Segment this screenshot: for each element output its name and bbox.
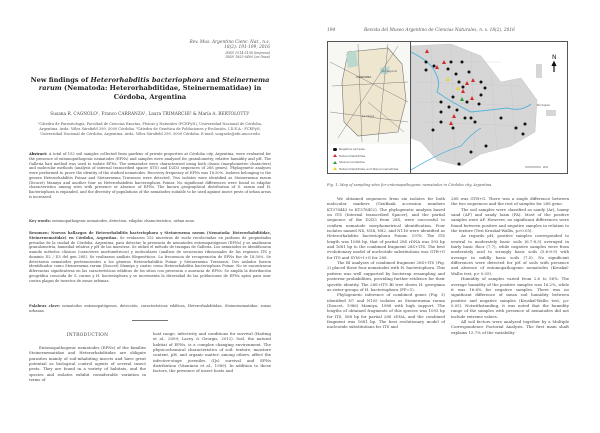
palabras-clave-label: Palabras clave: (29, 304, 61, 308)
palabras-clave-text: nematodos entomopatógenos, detección, características edáficas, Heterorhabditidae, Steinernematidae, zonas urbanas. (29, 304, 271, 313)
abstract-text: A total of 152 soil samples collected from gardens of private properties at Córdoba city, Argentina, were evaluated for the presence of entomopathogenic nematodes (EPNs) and samples were analyzed for granulometry, relative humidity and pH. The Galleria bait method was used to isolate EPNs. The nematodes were characterized using both classic (morphometric characters) and molecular methods (analysis of internal transcribed spacer (ITS) and D2D3 sequences of 28S genes). Phylogenetic analyses were performed to prove the identity of the studied nematodes. Recovery frequency of EPNs was 18.50%. Isolates belonging to the genera Heterorhabditis Poinar and Steinernema Travassos were detected. Two isolates were identified as Steinernema rarum (Doucet) Mamiya and another four as Heterorhabditis bacteriophora Poinar. No significant differences were found in edaphic characteristics among sites with presence or absence of EPNs. The known geographical distribution of S. rarum and H. bacteriophora is expanded, and the diversity of populations of the nematodes suitable to be used against insect pests of urban areas is increased. (29, 152, 271, 199)
legend-label: Negative samples (339, 147, 365, 152)
svg-text:2km: 2km (543, 166, 549, 169)
inset-map-graphic (328, 42, 410, 144)
title-text: (Nematoda: Heterorhabditidae, Steinernematidae) in Córdoba, Argentina (61, 84, 262, 101)
issn-print: ISSN 1514-5158 (impresa) (225, 50, 270, 55)
paragraph: We obtained sequences from six isolates for both molecular markers (GenBank accession numbers KT378443 to KT378452). The phylogenetic analysis based on ITS (Internal transcribed Spacer), and the partial sequence of the D2D3 from 28S, were successful to confirm nematode morphometrical identification. Four isolates named N4, N54, N82, and N116 were identified as Heterorhabditis bacteriophora Poinar, 1976. The ITS length was 1088 bp, that of partial 28S rDNA was 593 bp and 1681 bp to the combined fragment 28S+ITS. The best evolutionary model of nucleotide substitutions was GTR+G for ITS and SYM+I+G for 28S. (327, 196, 445, 260)
legend-item-both (331, 166, 409, 173)
right-page (300, 0, 600, 433)
paragraph: Phylogenetic inference of combined genes (Fig. 3) identified N7 and N105 isolates as Steinernema rarum (Doucet, 1986) Mamiya, 1988 with high support. The lengths of obtained fragments of this species was 1093 bp for ITS, 588 bp for partial 28S rDNA, and the combined fragment was 1681 bp. The best evolutionary model of nucleotide substitutions for ITS and (327, 292, 445, 330)
journal-ref-line2: 18(2): 191-199, 2016 (224, 45, 270, 51)
introduction-column-2: host range, infectivity and conditions for survival (Hatting et al., 2009; Lacey & Georgis, 2012). Soil, the natural habitat of EPNs, is a complex changing environment. The physicochemical characteristics of soil: texture, moisture content, pH, and organic matter; among others, affect the infective-stage juveniles (IJs) survival and EPNs distribution (Vänninen et al., 1989). In addition to these factors, the presence of insect hosts and (153, 331, 271, 374)
svg-text:CÓRDOBA: CÓRDOBA (356, 75, 372, 79)
paragraph: Humidity of samples varied from 2.6 to 56%. The average humidity of the positive samples was 16.2%, while it was 16.6% for negative samples. There was no significant difference of mean soil humidity between positive and negative samples (Kruskal-Wallis test, p> 0.05). Notwithstanding, it was noted that the humidity range of the samples with presence of nematodes did not include extreme values. (451, 276, 569, 319)
title-species-1: Heterorhabditis bacteriophora (90, 76, 204, 84)
figure-inset-panel (328, 42, 411, 173)
palabras-clave (29, 304, 271, 314)
issn-online: ISSN 1853-0400 (en línea) (225, 55, 270, 60)
body-column-1 (327, 196, 445, 330)
city-map-graphic (411, 42, 567, 173)
red-triangle-icon (333, 154, 337, 157)
keywords (29, 219, 271, 223)
introduction-heading: INTRODUCTION (66, 333, 109, 338)
running-title: Revista del Museo Argentino de Ciencias Naturales, n. s. 18(2), 2016 (364, 28, 515, 33)
section-divider (132, 320, 168, 321)
body-column-2 (451, 196, 569, 335)
resumen-text: Se evaluaron 152 muestras de suelo recolectadas en jardines de propiedades privadas de la ciudad de Córdoba, Argentina, para detectar la presencia de nematodes entomopatógenos (EPNs) y se analizaron granulometría, humedad relativa y pH de las muestras. Se utilizó el método de trampas de Galleria. Los nematodes se identificaron usando métodos clásicos (caracteres morfométricos) y moleculares (análisis de secuencias ribosomales de las regiones ITS y dominio D2 / D3 del gen 28S). Se realizaron análisis filogenéticos. La frecuencia de recuperación de EPNs fue de 18,50%. Se detectaron nematodes pertenecientes a los géneros Heterorhabditis Poinar y Steinernema Travassos. Dos aislados fueron identificados como Steinernema rarum (Doucet) Mamiya y cuatro como Heterorhabditis bacteriophora Poinar. No se encontraron diferencias significativas en las características edáficas de los sitios con presencia o ausencia de EPNs. Se amplía la distribución geográfica conocida de S. rarum y H. bacteriophora y se incrementa la diversidad de las poblaciones de EPNs aptos para usar contra plagas de insectos de zonas urbanas. (29, 235, 271, 283)
legend-label: Steinernematidae (339, 160, 365, 165)
page-number: 194 (327, 28, 336, 33)
title-species-2: Steinernema rarum (38, 76, 270, 93)
paragraph: The BI analyses of combined fragment 28S+ITS (Fig. 2) placed these four nematodes with H. bacteriophora. This pattern was well supported by bootstrap resampling and posterior probabilities, providing further evidence for their specific identity. The 28S+ITS BI tree shows H. georgiana as sister-groups of H. bacteriophora (PP=1). (327, 260, 445, 292)
abstract-label: Abstract: (29, 152, 48, 156)
abstract (29, 152, 271, 200)
keywords-text: entomopathogenic nematodes, detection, edaphic characteristics, urban zone. (52, 219, 196, 223)
resumen-label: Resumen: Nuevos hallazgos de Heterorhabditis bacteriophora y Steinernema rarum (Nematoda: Heterorhabditidae, Steinernematidae) en Córdoba, Argentina. (29, 231, 271, 240)
province-inset-map (328, 42, 410, 144)
city-map-panel (411, 42, 567, 173)
svg-text:Río Suquía: Río Suquía (537, 104, 550, 107)
keywords-label: Key words: (29, 219, 51, 223)
figure-caption: Fig. 1: Map of sampling sites for entomopathogenic nematodes in Córdoba city, Argentina. (327, 183, 493, 187)
introduction-column-1: Entomopathogenic nematodes (EPNs) of the families Steinernematidae and Heterorhabditidae are obligate parasites mainly of soil-inhabiting insects and have great potential as biological control agents of several insect pests. They are found in a variety of habitats, and the species and isolates exhibit considerable variation in terms of (29, 345, 146, 383)
green-triangle-icon (333, 161, 337, 164)
article-title (28, 76, 272, 101)
title-text: New findings of (30, 76, 91, 84)
title-text: and (203, 76, 223, 84)
figure-1-map (327, 41, 568, 174)
paragraph: The soil samples were classified as sandy (Ar), loamy sand (AF) and sandy loam (FA). Most of the positive samples were AF. However, no significant differences were found between positive and negative samples in relation to the texture (Test Kruskal-Wallis, p>0.05). (451, 206, 569, 234)
svg-text:La Calera: La Calera (362, 115, 375, 118)
svg-text:Río Segundo: Río Segundo (382, 70, 398, 73)
journal-reference (189, 40, 270, 59)
yellow-triangle-icon (333, 167, 337, 170)
black-dot-icon (333, 148, 336, 151)
affiliation: ¹Cátedra de Parasitología, Facultad de Ciencias Exactas, Físicas y Naturales (FCEFyN), Universidad Nacional de Córdoba, Argentina. Avda. Vélez Sársfield 299, 5000 Córdoba. ²Cátedra de Genética de Poblaciones y Evolución, I.D.E.A.- FCEFyN, Universidad Nacional de Córdoba, Argentina. Avda. Vélez Sársfield 299, 5000 Córdoba. E-mail: scagnolo@efn.uncor.edu (37, 122, 263, 136)
paragraph: All soil factors were analyzed together by a Multiple Correspondence Factorial Analysis. The first main shaft explains 15.7% of the variability (451, 318, 569, 335)
journal-ref-line1: Rev. Mus. Argentino Cienc. Nat., n.s. (189, 40, 270, 45)
paragraph: 28S was GTR+G. There was a single difference between the two sequences and the rest of samples for 28S gene. (451, 196, 569, 207)
authors: Susana R. CAGNOLO¹, Franco CARRANZA¹, Laura TRIMARCHI² & María A. BERTOLOTTI¹ (50, 112, 250, 117)
paragraph: As regards pH, positive samples corresponded to neutral to moderately basic soils (6.7-8.5) averaged in fairly basic floor (7.7), while negative samples were from moderately acid to strongly basic soils (5.6-8.9) with average in mildly basic soils (7.5). No significant differences were detected for pH of soils with presence and absence of entomopathogenic nematodes (Kruskal-Wallis test, p> 0.05). (451, 233, 569, 276)
svg-text:N: N (552, 54, 557, 61)
legend-label: Heterorhabditidae and Steinernematidae (339, 166, 399, 171)
map-legend (331, 146, 409, 172)
legend-label: Heterorhabditidae (339, 153, 366, 158)
resumen (29, 231, 271, 283)
